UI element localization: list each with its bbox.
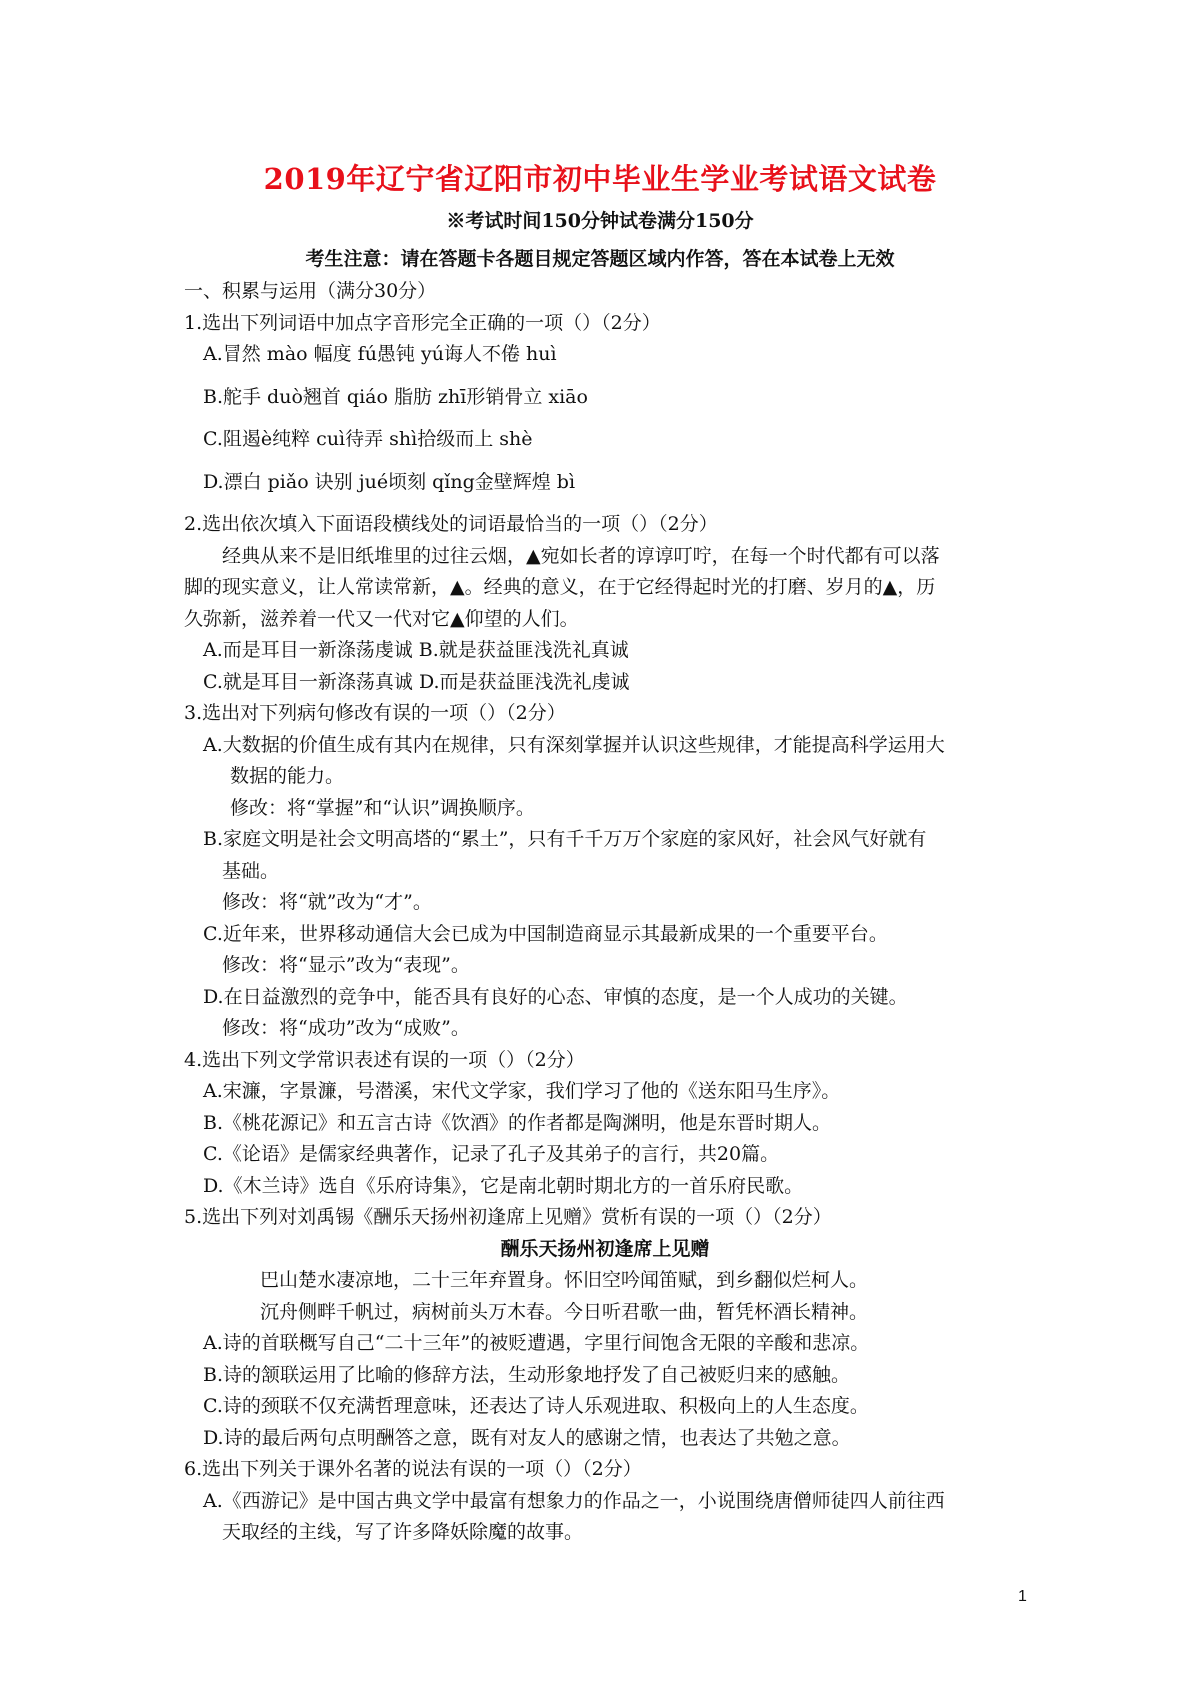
section-heading: 一、积累与运用（满分30分） bbox=[184, 280, 437, 302]
option-d-fix: 修改：将“成功”改为“成败”。 bbox=[222, 1017, 470, 1039]
option-a-cont: 天取经的主线，写了许多降妖除魔的故事。 bbox=[222, 1521, 584, 1543]
poem-line: 沉舟侧畔千帆过，病树前头万木春。今日听君歌一曲，暂凭杯酒长精神。 bbox=[260, 1300, 869, 1323]
passage-line: 经典从来不是旧纸堆里的过往云烟，▲宛如长者的谆谆叮咛，在每一个时代都有可以落 bbox=[222, 544, 940, 567]
question-2 bbox=[184, 509, 1026, 698]
option-c-fix: 修改：将“显示”改为“表现”。 bbox=[222, 954, 470, 976]
question-stem: 5.选出下列对刘禹锡《酬乐天扬州初逢席上见赠》赏析有误的一项（）（2分） bbox=[184, 1206, 832, 1228]
question-1 bbox=[184, 308, 1026, 499]
exam-content bbox=[184, 276, 1026, 1549]
option-b-fix: 修改：将“就”改为“才”。 bbox=[222, 891, 432, 913]
option-c: C.近年来，世界移动通信大会已成为中国制造商显示其最新成果的一个重要平台。 bbox=[203, 922, 888, 945]
option-c: C.诗的颈联不仅充满哲理意味，还表达了诗人乐观进取、积极向上的人生态度。 bbox=[203, 1395, 869, 1417]
option-d: D.《木兰诗》选自《乐府诗集》，它是南北朝时期北方的一首乐府民歌。 bbox=[203, 1174, 804, 1197]
option-d: D.诗的最后两句点明酬答之意，既有对友人的感谢之情，也表达了共勉之意。 bbox=[203, 1426, 851, 1449]
option-b: B.诗的颔联运用了比喻的修辞方法，生动形象地抒发了自己被贬归来的感触。 bbox=[203, 1363, 851, 1386]
options-ab: A.而是耳目一新涤荡虔诚 B.就是获益匪浅洗礼真诚 bbox=[203, 639, 629, 661]
passage-line: 脚的现实意义，让人常读常新，▲。经典的意义，在于它经得起时光的打磨、岁月的▲，历 bbox=[184, 576, 936, 598]
options-cd: C.就是耳目一新涤荡真诚 D.而是获益匪浅洗礼虔诚 bbox=[203, 670, 630, 693]
option-d: D.漂白 piǎo 诀别 jué顷刻 qǐng金壁辉煌 bì bbox=[203, 470, 576, 493]
option-a-cont: 数据的能力。 bbox=[230, 765, 345, 787]
exam-notice: 考生注意：请在答题卡各题目规定答题区域内作答，答在本试卷上无效 bbox=[305, 248, 895, 270]
question-stem: 4.选出下列文学常识表述有误的一项（）（2分） bbox=[184, 1048, 585, 1071]
page-number: 1 bbox=[1018, 1588, 1027, 1605]
question-4 bbox=[184, 1045, 1026, 1203]
question-5 bbox=[184, 1202, 1026, 1454]
option-b-cont: 基础。 bbox=[222, 859, 280, 882]
poem-title: 酬乐天扬州初逢席上见赠 bbox=[500, 1237, 710, 1260]
option-b: B.《桃花源记》和五言古诗《饮酒》的作者都是陶渊明，他是东晋时期人。 bbox=[203, 1111, 832, 1134]
option-b: B.家庭文明是社会文明高塔的“累土”，只有千千万万个家庭的家风好，社会风气好就有 bbox=[203, 828, 927, 850]
option-c: C.《论语》是儒家经典著作，记录了孔子及其弟子的言行，共20篇。 bbox=[203, 1143, 780, 1165]
option-b: B.舵手 duò翘首 qiáo 脂肪 zhī形销骨立 xiāo bbox=[203, 385, 588, 408]
option-c: C.阻遏è纯粹 cuì待弄 shì拾级而上 shè bbox=[203, 428, 533, 450]
option-a: A.大数据的价值生成有其内在规律，只有深刻掌握并认识这些规律，才能提高科学运用大 bbox=[203, 733, 945, 756]
question-stem: 3.选出对下列病句修改有误的一项（）（2分） bbox=[184, 702, 566, 724]
option-a: A.冒然 mào 幅度 fú愚钝 yú诲人不倦 huì bbox=[203, 343, 557, 365]
exam-title: 2019年辽宁省辽阳市初中毕业生学业考试语文试卷 bbox=[263, 162, 937, 196]
option-a: A.诗的首联概写自己“二十三年”的被贬遭遇，字里行间饱含无限的辛酸和悲凉。 bbox=[203, 1332, 870, 1354]
question-stem: 2.选出依次填入下面语段横线处的词语最恰当的一项（）（2分） bbox=[184, 513, 718, 535]
option-a: A.《西游记》是中国古典文学中最富有想象力的作品之一，小说围绕唐僧师徒四人前往西 bbox=[203, 1489, 945, 1512]
question-stem: 1.选出下列词语中加点字音形完全正确的一项（）（2分） bbox=[184, 311, 661, 334]
question-6 bbox=[184, 1454, 1026, 1549]
question-stem: 6.选出下列关于课外名著的说法有误的一项（）（2分） bbox=[184, 1458, 642, 1480]
option-a: A.宋濂，字景濂，号潜溪，宋代文学家，我们学习了他的《送东阳马生序》。 bbox=[203, 1080, 841, 1102]
option-d: D.在日益激烈的竞争中，能否具有良好的心态、审慎的态度，是一个人成功的关键。 bbox=[203, 985, 908, 1008]
passage-line: 久弥新，滋养着一代又一代对它▲仰望的人们。 bbox=[184, 607, 579, 630]
poem-line: 巴山楚水凄凉地，二十三年弃置身。怀旧空吟闻笛赋，到乡翻似烂柯人。 bbox=[260, 1269, 869, 1291]
option-a-fix: 修改：将“掌握”和“认识”调换顺序。 bbox=[230, 796, 535, 819]
question-3 bbox=[184, 698, 1026, 1045]
exam-info: ※考试时间150分钟试卷满分150分 bbox=[446, 210, 754, 232]
